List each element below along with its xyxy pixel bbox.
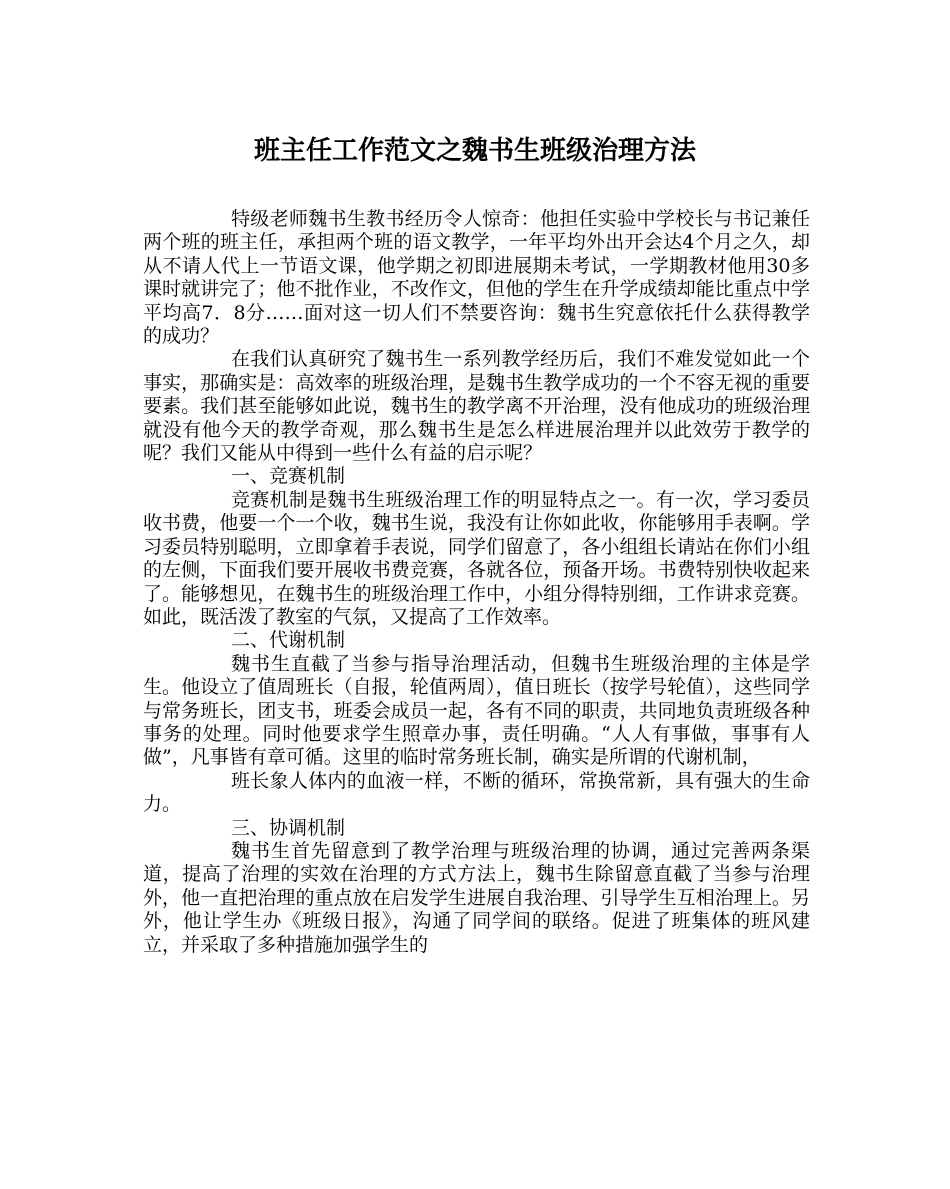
- paragraph-monitor: 班长象人体内的血液一样，不断的循环，常换常新，具有强大的生命力。: [143, 769, 810, 816]
- paragraph-competition: 竞赛机制是魏书生班级治理工作的明显特点之一。有一次，学习委员收书费，他要一个一个收，魏书生说，我没有让你如此收，你能够用手表啊。学习委员特别聪明，立即拿着手表说，同学们留意了，各小组组长请站在你们小组的左侧，下面我们要开展收书费竞赛，各就各位，预备开场。书费特别快收起来了。能够想见，在魏书生的班级治理工作中，小组分得特别细，工作讲求竞赛。如此，既活泼了教室的气氛，又提高了工作效率。: [143, 488, 810, 628]
- paragraph-metabolism: 魏书生直截了当参与指导治理活动，但魏书生班级治理的主体是学生。他设立了值周班长（自报，轮值两周），值日班长（按学号轮值），这些同学与常务班长，团支书，班委会成员一起，各有不同的职责，共同地负责班级各种事务的处理。同时他要求学生照章办事，责任明确。“人人有事做，事事有人做”，凡事皆有章可循。这里的临时常务班长制，确实是所谓的代谢机制，: [143, 652, 810, 769]
- section-heading-metabolism: 二、代谢机制: [231, 629, 346, 652]
- paragraph-coordination: 魏书生首先留意到了教学治理与班级治理的协调，通过完善两条渠道，提高了治理的实效在治理的方式方法上，魏书生除留意直截了当参与治理外，他一直把治理的重点放在启发学生进展自我治理、引导学生互相治理上。另外，他让学生办《班级日报》，沟通了同学间的联络。促进了班集体的班风建立，并采取了多种措施加强学生的: [143, 839, 810, 956]
- document-title: 班主任工作范文之魏书生班级治理方法: [253, 136, 696, 166]
- section-heading-competition: 一、竞赛机制: [231, 465, 346, 488]
- section-heading-coordination: 三、协调机制: [231, 816, 346, 839]
- paragraph-analysis: 在我们认真研究了魏书生一系列教学经历后，我们不难发觉如此一个事实，那确实是：高效率的班级治理，是魏书生教学成功的一个不容无视的重要要素。我们甚至能够如此说，魏书生的教学离不开治理，没有他成功的班级治理就没有他今天的教学奇观，那么魏书生是怎么样进展治理并以此效劳于教学的呢？我们又能从中得到一些什么有益的启示呢？: [143, 348, 810, 465]
- paragraph-intro: 特级老师魏书生教书经历令人惊奇：他担任实验中学校长与书记兼任两个班的班主任，承担两个班的语文教学，一年平均外出开会达4个月之久，却从不请人代上一节语文课，他学期之初即进展期未考试，一学期教材他用30多课时就讲完了；他不批作业，不改作文，但他的学生在升学成绩却能比重点中学平均高7．8分……面对这一切人们不禁要咨询：魏书生究意依托什么获得教学的成功？: [143, 208, 810, 348]
- document-body: [143, 208, 810, 957]
